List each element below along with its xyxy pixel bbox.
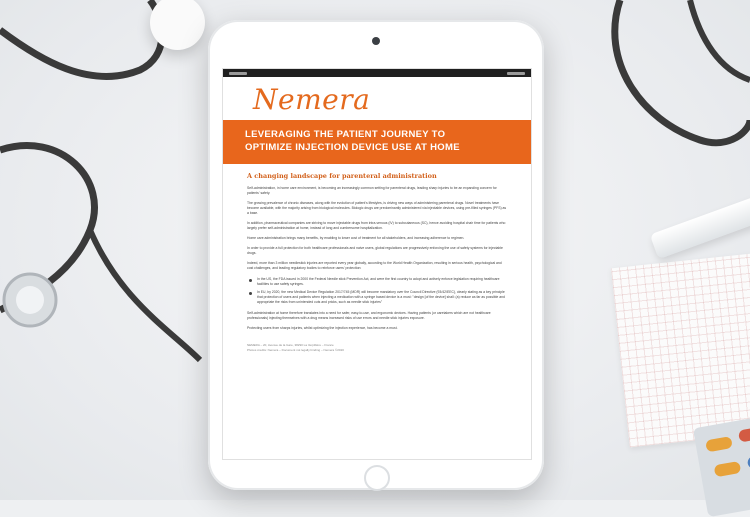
- footer-line-1: NEMERA – 20, Avenue de la Gare, 38290 La Verpillière – France: [247, 343, 334, 347]
- paragraph: The growing prevalence of chronic diseases, along with the evolution of patient's lifestyles, is driving new ways of administering parenteral drugs. Novel treatments have become available, with the majority arising from biological molecules. Biologic drugs are predominantly administered via injectable devices, using pre-filled syringes (PFS) as a base.: [247, 201, 507, 215]
- camera-icon: [372, 37, 380, 45]
- list-item: In EU, by 2020, the new Medical Device Regulation 2017/745 (MDR) will become mandatory over the Council Directive (93/42/EEC), clearly stating as a key principle that protection of users and patients when injecting a medication with a syringe based device is a must: "design [of the device] shall: (a) reduce as far as possible and appropriate the risks from unintended cuts and pricks, such as needle stick injuries": [247, 290, 507, 305]
- document-title-banner: [223, 120, 531, 164]
- paragraph: In addition, pharmaceutical companies are striving to move injectable drugs from intra-venous (IV) to subcutaneous (SC), hence avoiding hospital chair time for patients who largely prefer self-administration at home, instead of long and cumbersome hospitalization.: [247, 221, 506, 230]
- section-title: A changing landscape for parenteral administration: [247, 172, 437, 180]
- tablet-device: [208, 20, 544, 490]
- pill-pack-icon: [693, 413, 750, 517]
- banner-line-1: LEVERAGING THE PATIENT JOURNEY TO: [245, 129, 446, 140]
- ecg-paper: [611, 253, 750, 448]
- status-bar: [223, 69, 531, 77]
- paragraph: Self-administration at home therefore translates into a need for safer, easy-to-use, and ergonomic devices. Having patients (or caretakers which are not healthcare professionals) injecting themselves with a drug means increased risks of use errors and needle stick injuries exposure.: [247, 311, 491, 320]
- paragraph: In order to provide a full protection for both healthcare professionals and naive users, global regulations are progressively enforcing the use of safety systems for injectable drugs.: [247, 246, 503, 255]
- banner-line-2: OPTIMIZE INJECTION DEVICE USE AT HOME: [245, 142, 460, 153]
- paragraph: Self-administration, in home care environment, is becoming an increasingly common setting for parenteral drugs, leading sharp injuries to be an expanding concern for patients' safety.: [247, 186, 497, 195]
- bullet-list: [247, 277, 507, 305]
- paragraph: Home care administration brings many benefits, by enabling to lower cost of treatment for all stakeholders, and increasing adherence to regimen.: [247, 236, 465, 240]
- tablet-screen[interactable]: [222, 68, 532, 460]
- document-body: [235, 164, 519, 352]
- nemera-logo: Nemera: [253, 83, 371, 116]
- paragraph: Indeed, more than 3 million needlestick injuries are reported every year globally, according to the World Health Organization, resulting in serious health, psychological and cost challenges, and leading regulatory bodies to reinforce users' protection:: [247, 261, 502, 270]
- list-item: In the US, the FDA issued in 2000 the Federal Needle stick Prevention Act, and were the first country to adopt and actively enforce legislation requiring healthcare facilities to use safety syringes.: [247, 277, 507, 287]
- footer-line-2: Photos credits: Nemera – Document not legally binding – Nemera ©2020: [247, 347, 344, 352]
- paragraph: Protecting users from sharps injuries, whilst optimizing the injection experience, has become a must.: [247, 326, 398, 330]
- document-footer: [247, 343, 507, 352]
- home-button[interactable]: [364, 465, 390, 491]
- document: [223, 83, 531, 352]
